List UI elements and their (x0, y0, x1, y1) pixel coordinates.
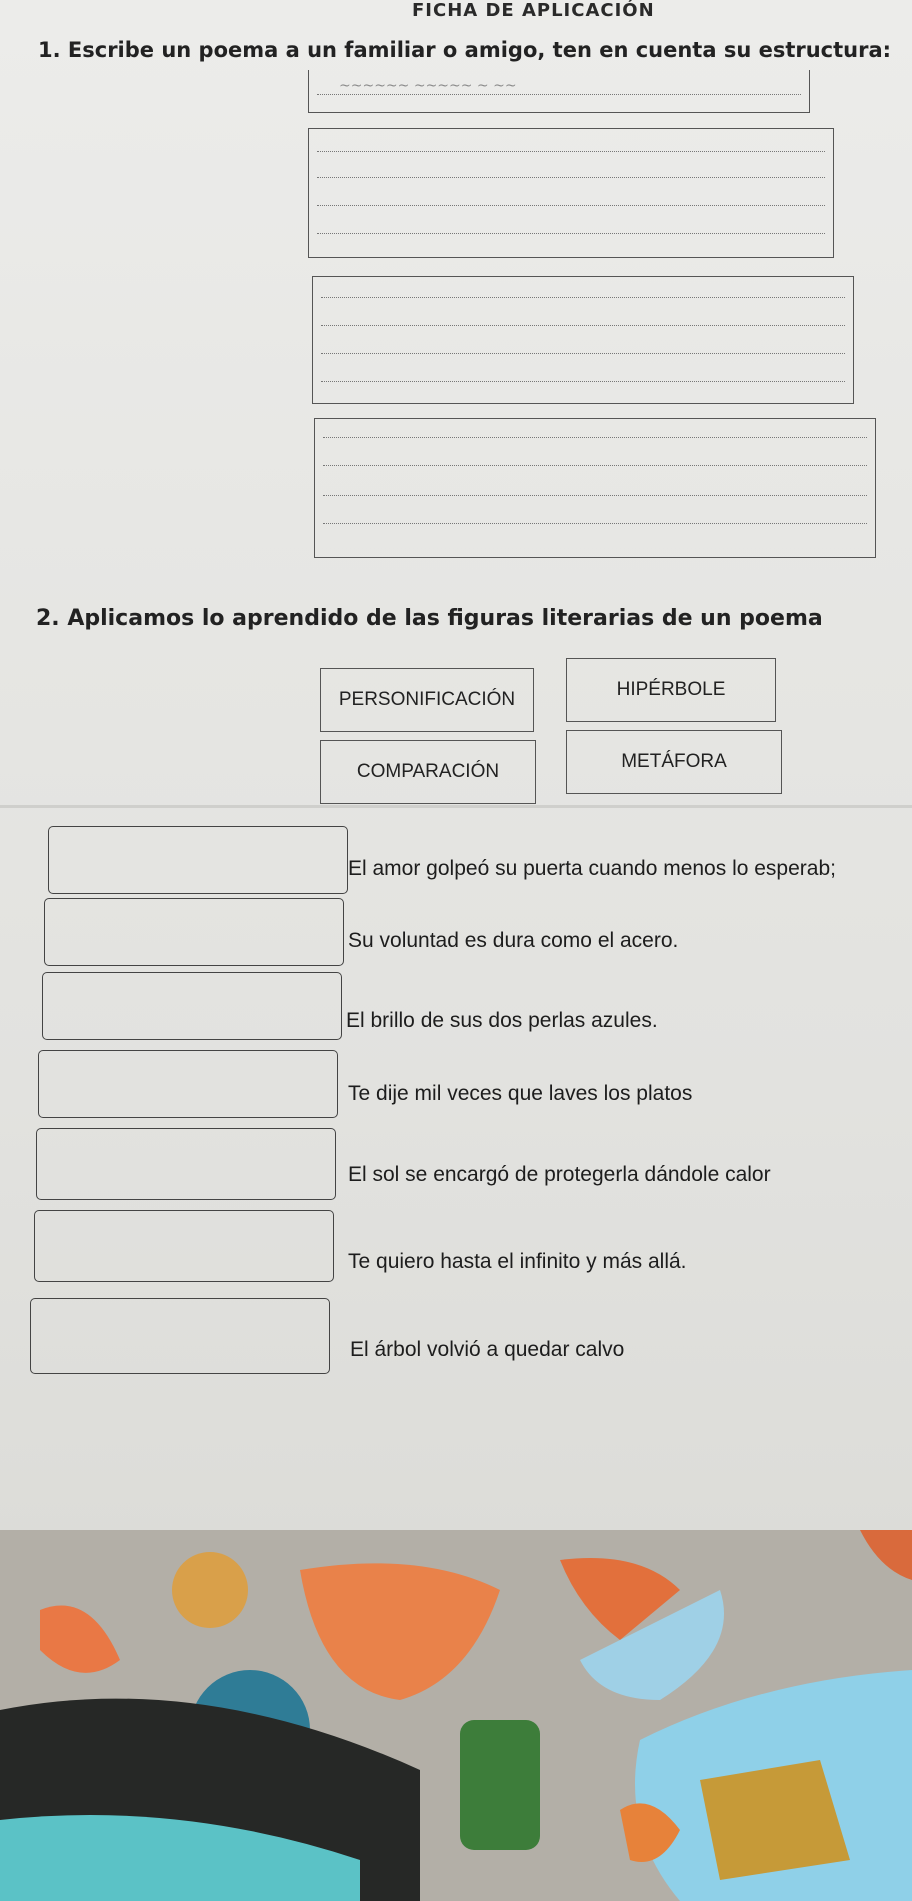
tablecloth-pattern (0, 1530, 912, 1901)
sentence-3: El brillo de sus dos perlas azules. (346, 1009, 658, 1032)
writing-line (317, 151, 825, 152)
writing-line (321, 381, 845, 382)
cut-line (0, 805, 912, 808)
writing-line (323, 523, 867, 524)
figure-metafora: METÁFORA (566, 730, 782, 794)
poem-title-box (308, 70, 810, 113)
question-1: 1. Escribe un poema a un familiar o amigo, ten en cuenta su estructura: (38, 38, 892, 62)
writing-line (317, 177, 825, 178)
answer-box-6[interactable] (34, 1210, 334, 1282)
writing-line (321, 325, 845, 326)
answer-box-1[interactable] (48, 826, 348, 894)
sentence-6: Te quiero hasta el infinito y más allá. (348, 1250, 687, 1273)
sentence-5: El sol se encargó de protegerla dándole calor (348, 1163, 771, 1186)
writing-line (323, 437, 867, 438)
figure-comparacion: COMPARACIÓN (320, 740, 536, 804)
sentence-1: El amor golpeó su puerta cuando menos lo esperab; (348, 857, 836, 880)
sentence-4: Te dije mil veces que laves los platos (348, 1082, 693, 1105)
answer-box-5[interactable] (36, 1128, 336, 1200)
writing-line (321, 297, 845, 298)
tablecloth-background (0, 1530, 912, 1901)
answer-box-4[interactable] (38, 1050, 338, 1118)
writing-line (317, 205, 825, 206)
poem-title-line (317, 94, 801, 95)
writing-line (323, 465, 867, 466)
answer-box-3[interactable] (42, 972, 342, 1040)
stanza-box-1[interactable] (308, 128, 834, 258)
handwriting-scribble: ~~~~~~ ~~~~~ ~ ~~ (339, 78, 517, 94)
sentence-7: El árbol volvió a quedar calvo (350, 1338, 625, 1361)
answer-box-7[interactable] (30, 1298, 330, 1374)
answer-box-2[interactable] (44, 898, 344, 966)
figure-hiperbole: HIPÉRBOLE (566, 658, 776, 722)
writing-line (323, 495, 867, 496)
stanza-box-2[interactable] (312, 276, 854, 404)
writing-line (321, 353, 845, 354)
worksheet-title: FICHA DE APLICACIÓN (412, 0, 655, 21)
sentence-2: Su voluntad es dura como el acero. (348, 929, 679, 952)
question-2: 2. Aplicamos lo aprendido de las figuras literarias de un poema (36, 606, 823, 631)
figure-personificacion: PERSONIFICACIÓN (320, 668, 534, 732)
writing-line (317, 233, 825, 234)
stanza-box-3[interactable] (314, 418, 876, 558)
